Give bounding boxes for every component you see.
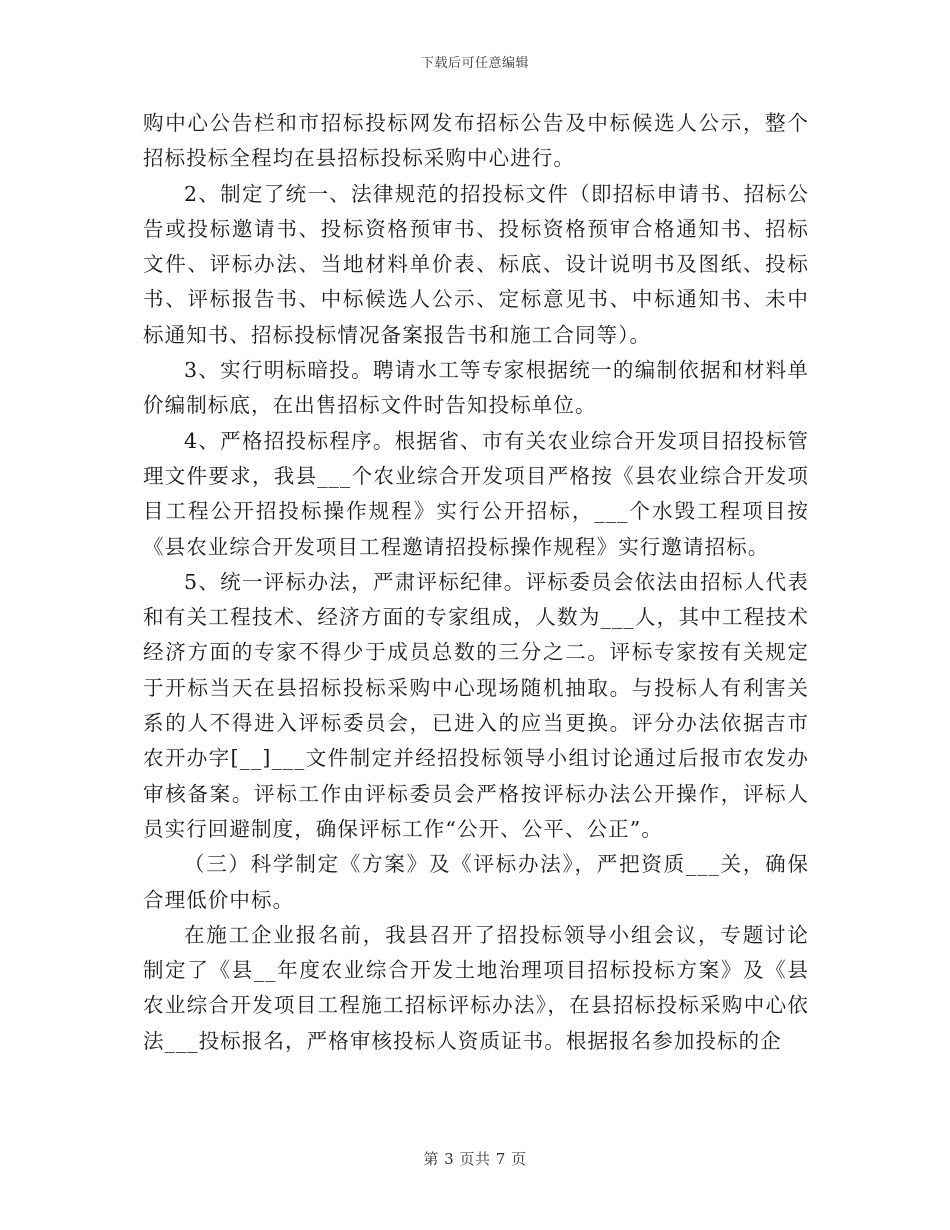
page-number-footer: 第 3 页共 7 页 [423,1150,527,1168]
paragraph-continuation: 购中心公告栏和市招标投标网发布招标公告及中标候选人公示，整个招标投标全程均在县招标投标采购中心进行。 [143,111,809,171]
paragraph-item-3: 3、实行明标暗投。聘请水工等专家根据统一的编制依据和材料单价编制标底，在出售招标文件时告知投标单位。 [143,358,809,418]
paragraph-item-4: 4、严格招投标程序。根据省、市有关农业综合开发项目招投标管理文件要求，我县___个农业综合开发项目严格按《县农业综合开发项目工程公开招投标操作规程》实行公开招标，___个水毁工程项目按《县农业综合开发项目工程邀请招投标操作规程》实行邀请招标。 [143,428,809,559]
section-heading-3: （三）科学制定《方案》及《评标办法》，严把资质___关，确保合理低价中标。 [143,852,809,912]
document-body [143,106,809,1059]
page-header: 下载后可任意编辑 [420,56,529,71]
paragraph-item-2: 2、制定了统一、法律规范的招投标文件（即招标申请书、招标公告或投标邀请书、投标资格预审书、投标资格预审合格通知书、招标文件、评标办法、当地材料单价表、标底、设计说明书及图纸、投标书、评标报告书、中标候选人公示、定标意见书、中标通知书、未中标通知书、招标投标情况备案报告书和施工合同等）。 [143,181,809,347]
paragraph-registration: 在施工企业报名前，我县召开了招投标领导小组会议，专题讨论制定了《县__年度农业综合开发土地治理项目招标投标方案》及《县农业综合开发项目工程施工招标评标办法》，在县招标投标采购中心依法___投标报名，严格审核投标人资质证书。根据报名参加投标的企 [143,922,809,1053]
paragraph-item-5: 5、统一评标办法，严肃评标纪律。评标委员会依法由招标人代表和有关工程技术、经济方面的专家组成，人数为___人，其中工程技术经济方面的专家不得少于成员总数的三分之二。评标专家按有关规定于开标当天在县招标投标采购中心现场随机抽取。与投标人有利害关系的人不得进入评标委员会，已进入的应当更换。评分办法依据吉市农开办字[__]___文件制定并经招投标领导小组讨论通过后报市农发办审核备案。评标工作由评标委员会严格按评标办法公开操作，评标人员实行回避制度，确保评标工作“公开、公平、公正”。 [143,569,809,841]
